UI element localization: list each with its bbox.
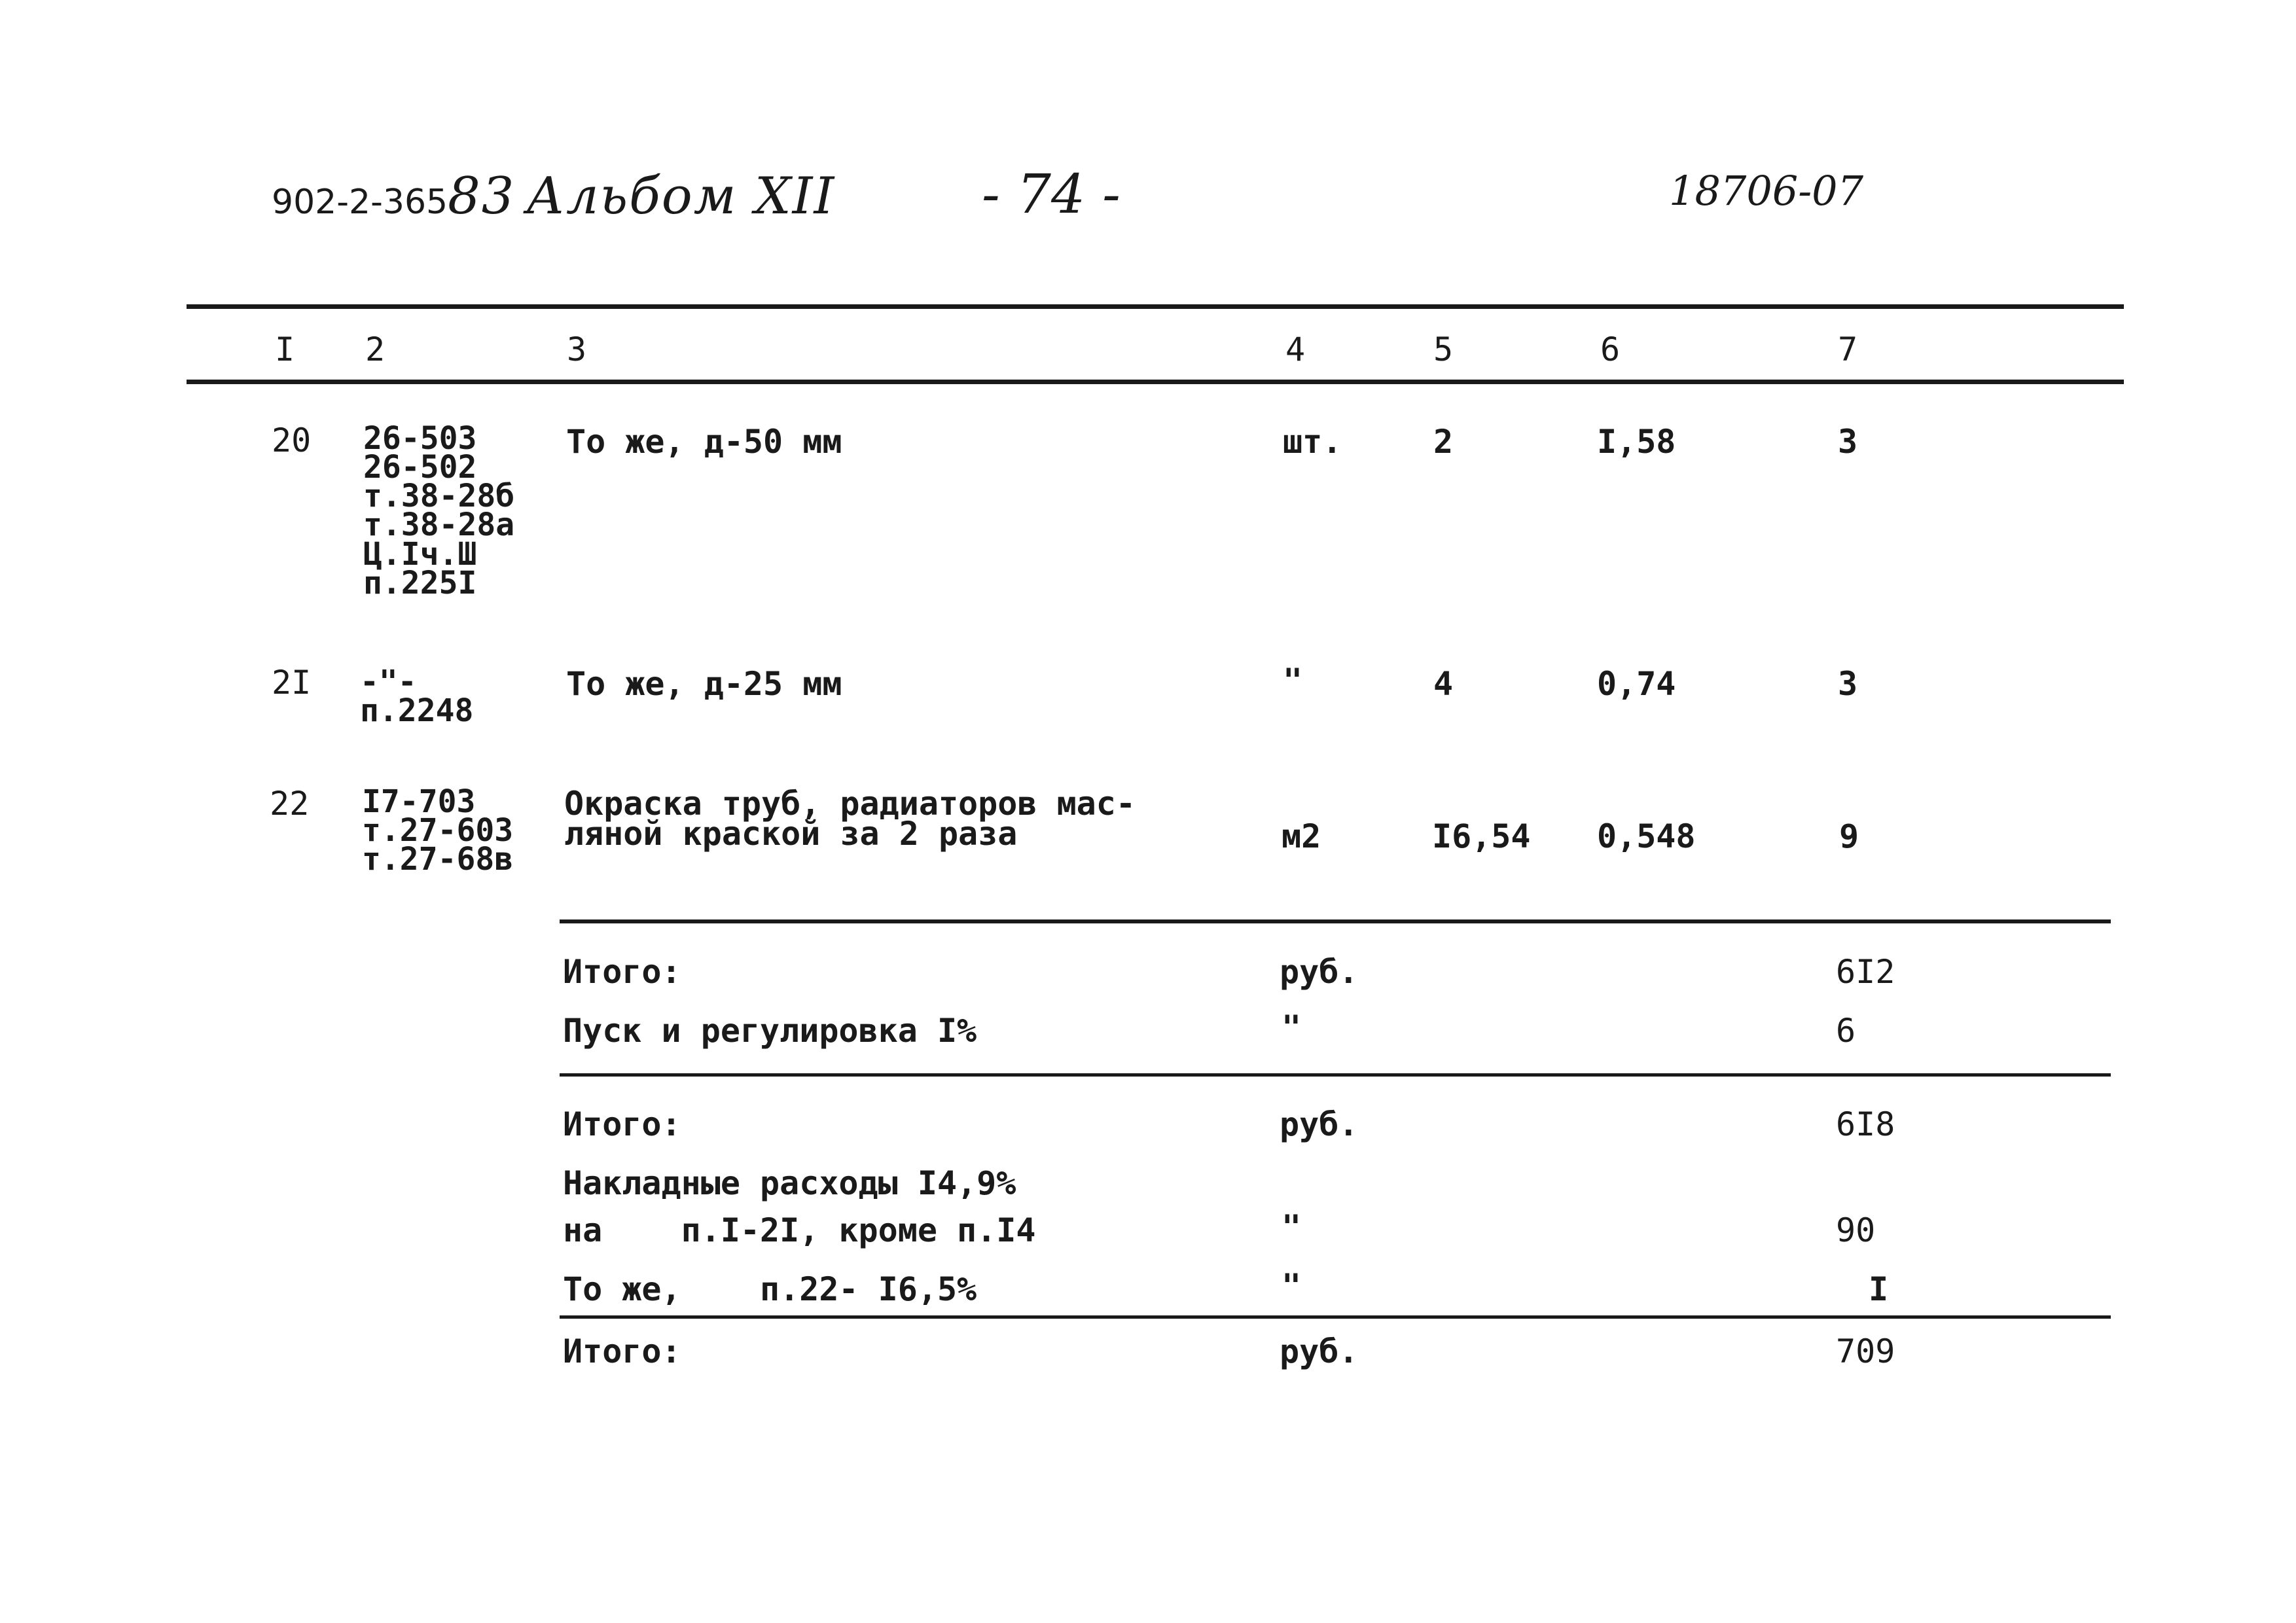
summary-total: 6I8 — [1836, 1105, 1895, 1143]
summary-unit: руб. — [1280, 1332, 1359, 1370]
row-unit-price: 0,548 — [1597, 817, 1696, 855]
row-number: 2I — [272, 664, 312, 702]
row-codes — [363, 420, 515, 601]
code-line: 26-502 — [363, 449, 477, 486]
summary-unit: " — [1282, 1208, 1302, 1246]
row-unit: " — [1283, 662, 1303, 700]
row-number: 22 — [270, 785, 310, 823]
code-line: т.27-68в — [362, 841, 514, 878]
code-line: т.38-28а — [363, 507, 515, 544]
summary-label-overhead: Накладные расходы I4,9% — [563, 1164, 1016, 1202]
row-codes — [362, 783, 514, 878]
summary-total: I — [1869, 1270, 1889, 1308]
summary-total: 6 — [1836, 1012, 1856, 1050]
summary-unit: " — [1282, 1267, 1302, 1305]
document-code-printed: 902-2-365 — [272, 183, 448, 222]
reference-number: 18706-07 — [1669, 167, 1864, 215]
column-number-3: 3 — [567, 330, 587, 368]
description-line: ляной краской за 2 раза — [564, 815, 1018, 853]
table-top-rule — [187, 304, 2124, 309]
row-quantity: I6,54 — [1432, 817, 1531, 855]
summary-total: 6I2 — [1836, 953, 1895, 991]
page-number: - 74 - — [982, 164, 1121, 226]
summary-unit: руб. — [1280, 953, 1359, 991]
summary-unit: руб. — [1280, 1105, 1359, 1143]
document-code — [272, 167, 835, 226]
final-total-rule — [560, 1315, 2111, 1319]
column-number-6: 6 — [1600, 330, 1621, 368]
row-unit: м2 — [1282, 817, 1321, 855]
code-line: п.2248 — [360, 692, 474, 730]
row-description: То же, д-25 мм — [566, 665, 842, 703]
row-total: 3 — [1838, 423, 1858, 461]
column-number-7: 7 — [1838, 330, 1858, 368]
summary-total: 90 — [1836, 1211, 1876, 1249]
row-total: 3 — [1838, 665, 1858, 703]
code-line: Ц.Iч.Ш — [363, 535, 477, 573]
row-codes — [360, 664, 474, 730]
code-line: т.27-603 — [362, 812, 514, 849]
row-unit-price: I,58 — [1597, 423, 1676, 461]
header-bottom-rule — [187, 380, 2124, 384]
row-quantity: 4 — [1433, 665, 1454, 703]
summary-label-grand-total: Итого: — [563, 1332, 681, 1370]
summary-unit: " — [1282, 1008, 1302, 1046]
document-code-handwritten: 83 — [448, 167, 516, 226]
code-line: п.225I — [363, 564, 477, 601]
summary-label-overhead-item-22: То же, п.22- I6,5% — [563, 1270, 977, 1308]
column-number-5: 5 — [1433, 330, 1454, 368]
code-line: -"- — [360, 664, 417, 700]
column-number-4: 4 — [1285, 330, 1306, 368]
summary-label-overhead-scope: на п.I-2I, кроме п.I4 — [563, 1211, 1036, 1249]
summary-total: 709 — [1836, 1332, 1895, 1370]
summary-label-commissioning: Пуск и регулировка I% — [563, 1012, 977, 1050]
summary-label-subtotal-2: Итого: — [563, 1105, 681, 1143]
row-number: 20 — [272, 421, 312, 459]
code-line: 26-503 — [363, 420, 477, 457]
row-description — [564, 785, 1136, 853]
row-total: 9 — [1839, 817, 1859, 855]
album-label: Альбом XII — [526, 167, 836, 226]
row-unit-price: 0,74 — [1597, 665, 1676, 703]
column-number-2: 2 — [365, 330, 386, 368]
summary-top-rule — [560, 919, 2111, 923]
column-number-1: I — [275, 330, 295, 368]
description-line: Окраска труб, радиаторов мас- — [564, 785, 1136, 823]
row-quantity: 2 — [1433, 423, 1454, 461]
row-unit: шт. — [1283, 423, 1342, 461]
code-line: I7-703 — [362, 783, 476, 820]
row-description: То же, д-50 мм — [566, 423, 842, 461]
summary-label-subtotal: Итого: — [563, 953, 681, 991]
code-line: т.38-28б — [363, 478, 515, 515]
subtotal-rule — [560, 1073, 2111, 1077]
